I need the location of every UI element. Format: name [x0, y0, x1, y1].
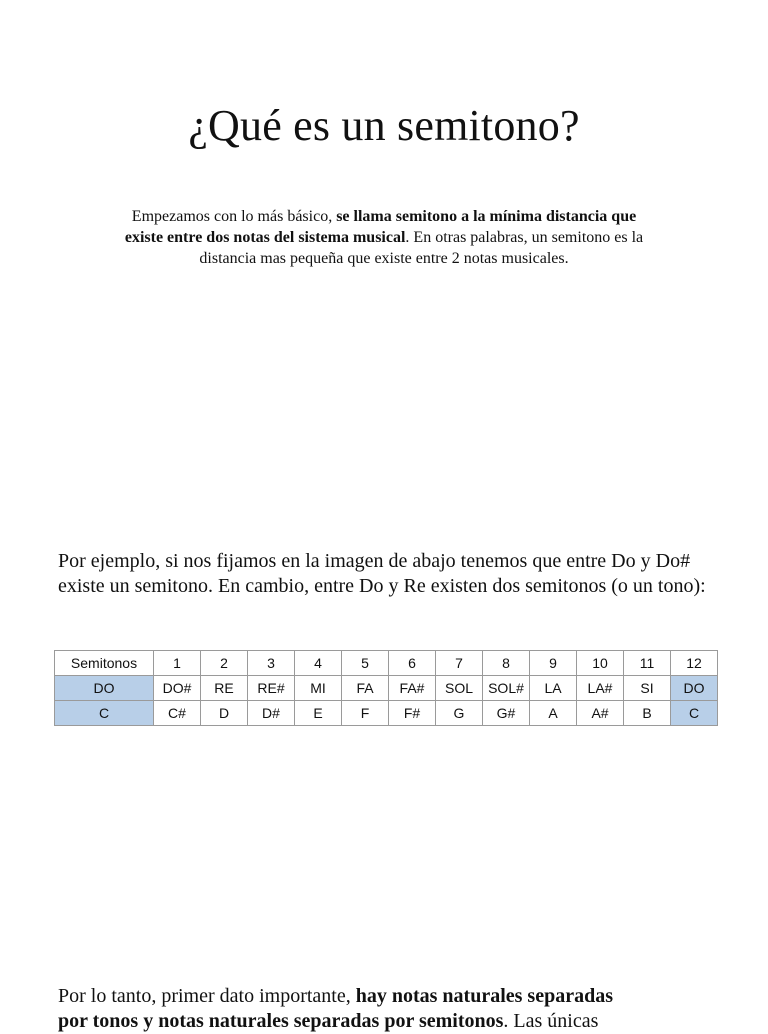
table-cell: LA# — [577, 676, 624, 701]
table-cell-highlighted: C — [55, 701, 154, 726]
intro-definition-bold: se llama semitono a la mínima distancia que existe entre dos notas del sistema musical — [124, 208, 637, 246]
table-cell-highlighted: DO — [671, 676, 718, 701]
table-cell: 12 — [671, 651, 718, 676]
intro-text-end: . En otras palabras, un semitono es la distancia mas pequeña que existe entre 2 notas musicales. — [199, 229, 644, 267]
table-cell: D — [201, 701, 248, 726]
intro-paragraph — [112, 206, 656, 269]
table-cell: F — [342, 701, 389, 726]
table-cell: A — [530, 701, 577, 726]
conclusion-text-end: . Las únicas — [503, 1010, 599, 1032]
table-cell: D# — [248, 701, 295, 726]
table-cell: 3 — [248, 651, 295, 676]
table-cell-highlighted: C — [671, 701, 718, 726]
table-cell: Semitonos — [55, 651, 154, 676]
table-row-solfege — [55, 676, 718, 701]
intro-text-start: Empezamos con lo más básico, — [131, 208, 337, 225]
table-cell: 6 — [389, 651, 436, 676]
table-row-semitonos — [55, 651, 718, 676]
table-cell: FA — [342, 676, 389, 701]
table-cell: RE# — [248, 676, 295, 701]
table-cell: F# — [389, 701, 436, 726]
table-row-letters — [55, 701, 718, 726]
semitone-table — [54, 650, 718, 726]
table-cell: 4 — [295, 651, 342, 676]
conclusion-bold-line2: por tonos y notas naturales separadas por semitonos — [58, 1010, 504, 1032]
table-cell: 7 — [436, 651, 483, 676]
table-cell: 9 — [530, 651, 577, 676]
table-cell: C# — [154, 701, 201, 726]
table-cell: G — [436, 701, 483, 726]
table-cell: 10 — [577, 651, 624, 676]
page-title: ¿Qué es un semitono? — [188, 101, 580, 150]
table-cell: LA — [530, 676, 577, 701]
conclusion-bold-line1: hay notas naturales separadas — [355, 985, 613, 1007]
example-paragraph: Por ejemplo, si nos fijamos en la imagen de abajo tenemos que entre Do y Do# existe un semitono. En cambio, entre Do y Re existen dos semitonos (o un tono): — [58, 550, 706, 597]
table-cell: MI — [295, 676, 342, 701]
table-cell: 11 — [624, 651, 671, 676]
table-cell: DO# — [154, 676, 201, 701]
table-cell: FA# — [389, 676, 436, 701]
table-cell: SOL — [436, 676, 483, 701]
table-cell: E — [295, 701, 342, 726]
table-cell: SI — [624, 676, 671, 701]
table-cell: 5 — [342, 651, 389, 676]
conclusion-text-start: Por lo tanto, primer dato importante, — [58, 985, 356, 1007]
table-cell: RE — [201, 676, 248, 701]
table-cell: 1 — [154, 651, 201, 676]
table-cell: SOL# — [483, 676, 530, 701]
table-cell: A# — [577, 701, 624, 726]
table-cell: B — [624, 701, 671, 726]
table-cell: 8 — [483, 651, 530, 676]
conclusion-paragraph — [58, 984, 718, 1034]
table-cell: 2 — [201, 651, 248, 676]
table-cell: G# — [483, 701, 530, 726]
table-cell-highlighted: DO — [55, 676, 154, 701]
